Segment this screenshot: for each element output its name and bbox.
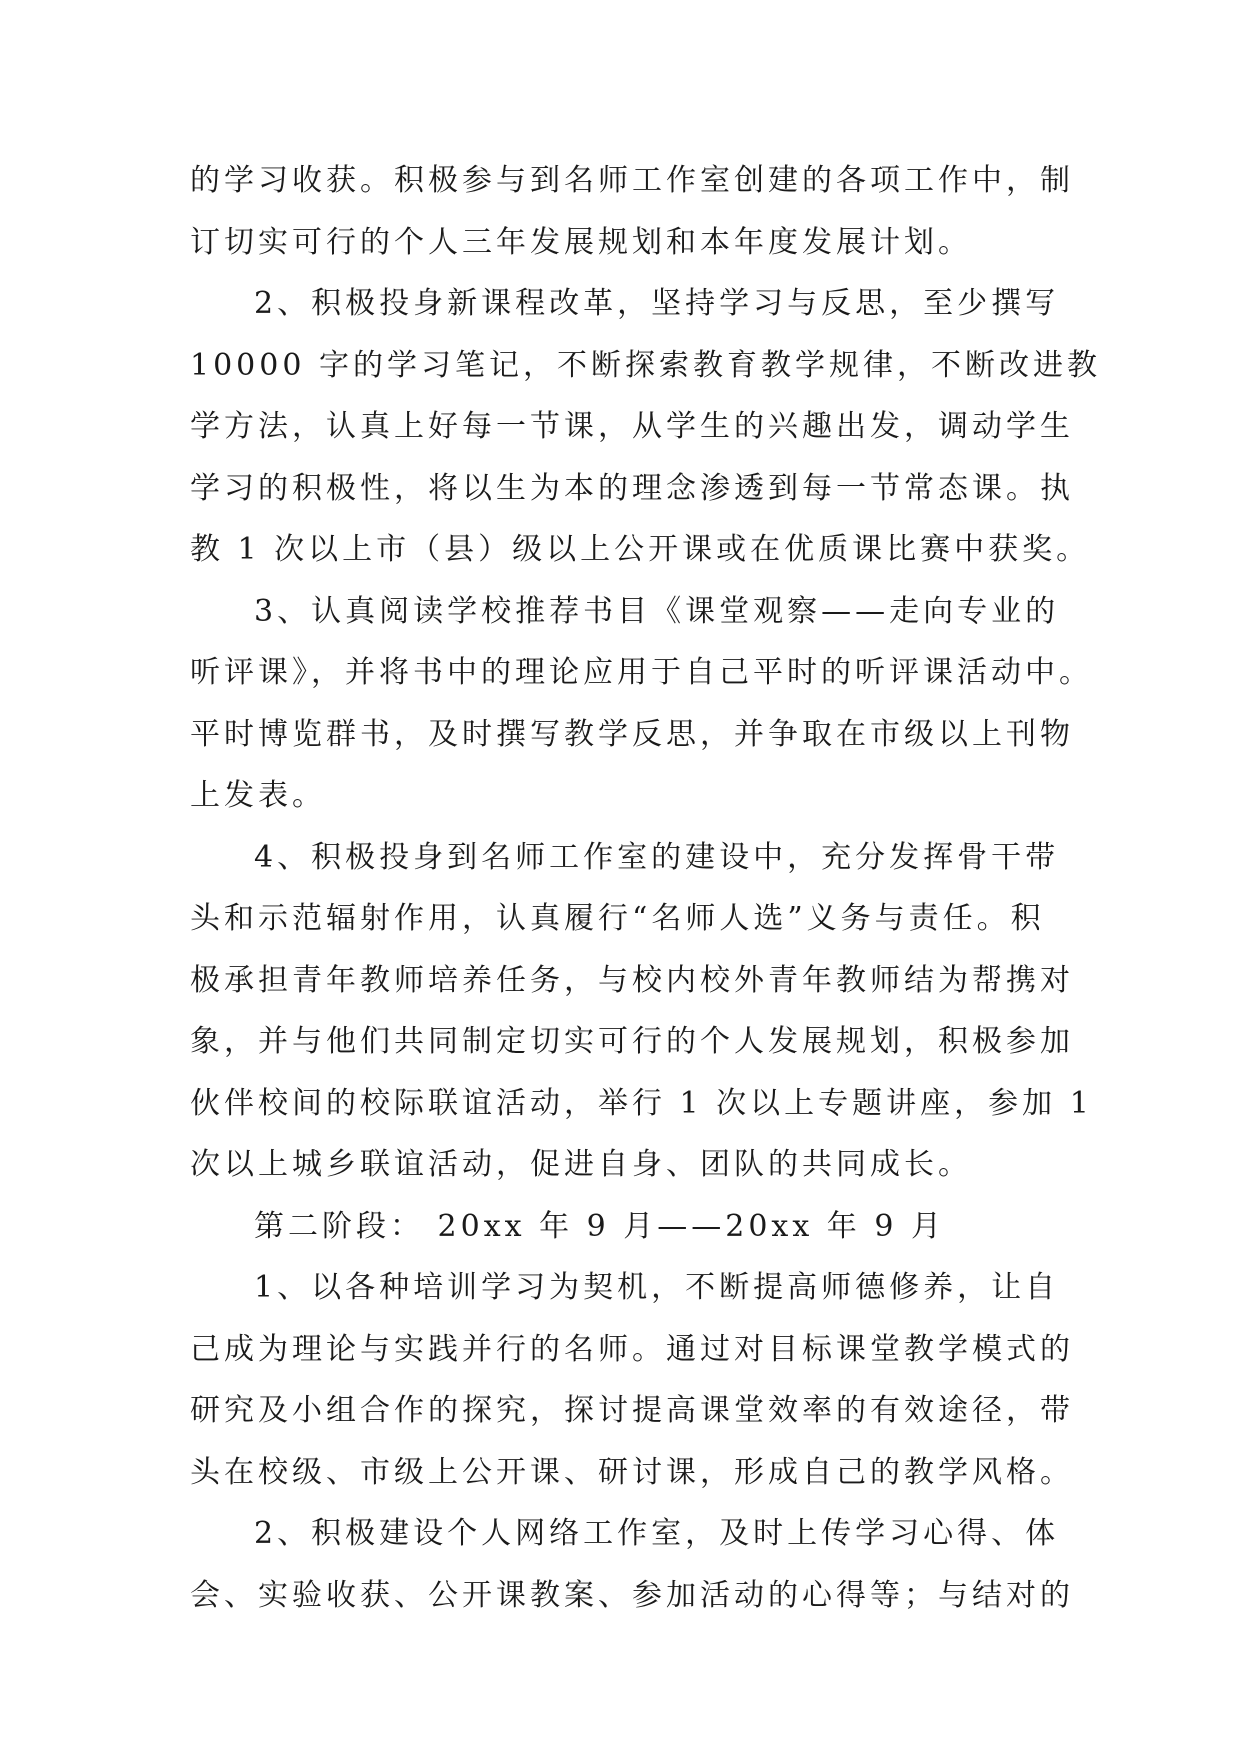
text-line: 上发表。 <box>190 778 326 813</box>
text-line: 象，并与他们共同制定切实可行的个人发展规划，积极参加 <box>190 1024 1074 1059</box>
paragraph-start-line: 1、以各种培训学习为契机，不断提高师德修养，让自 <box>254 1270 1060 1305</box>
section-heading: 第二阶段： 20xx 年 9 月——20xx 年 9 月 <box>254 1208 945 1244</box>
text-line: 平时博览群书，及时撰写教学反思，并争取在市级以上刊物 <box>190 716 1074 752</box>
text-line: 头在校级、市级上公开课、研讨课，形成自己的教学风格。 <box>190 1454 1074 1490</box>
text-line: 极承担青年教师培养任务，与校内校外青年教师结为帮携对 <box>190 962 1074 998</box>
text-line: 10000 字的学习笔记，不断探索教育教学规律，不断改进教 <box>190 347 1101 383</box>
text-line: 学习的积极性，将以生为本的理念渗透到每一节常态课。执 <box>190 470 1074 506</box>
text-line: 教 1 次以上市（县）级以上公开课或在优质课比赛中获奖。 <box>190 532 1091 567</box>
text-line: 己成为理论与实践并行的名师。通过对目标课堂教学模式的 <box>190 1331 1074 1367</box>
text-line: 次以上城乡联谊活动，促进自身、团队的共同成长。 <box>190 1147 972 1182</box>
text-line: 听评课》，并将书中的理论应用于自己平时的听评课活动中。 <box>190 655 1093 690</box>
paragraph-start-line: 2、积极建设个人网络工作室，及时上传学习心得、体 <box>254 1516 1060 1551</box>
text-line: 订切实可行的个人三年发展规划和本年度发展计划。 <box>190 224 972 260</box>
text-line: 会、实验收获、公开课教案、参加活动的心得等；与结对的 <box>190 1577 1074 1613</box>
text-line: 伙伴校间的校际联谊活动，举行 1 次以上专题讲座，参加 1 <box>190 1085 1093 1121</box>
text-line: 头和示范辐射作用，认真履行“名师人选”义务与责任。积 <box>190 901 1045 936</box>
text-line: 研究及小组合作的探究，探讨提高课堂效率的有效途径，带 <box>190 1393 1074 1428</box>
text-line: 学方法，认真上好每一节课，从学生的兴趣出发，调动学生 <box>190 409 1074 444</box>
text-line: 的学习收获。积极参与到名师工作室创建的各项工作中，制 <box>190 163 1074 198</box>
paragraph-start-line: 4、积极投身到名师工作室的建设中，充分发挥骨干带 <box>254 839 1060 875</box>
paragraph-start-line: 2、积极投身新课程改革，坚持学习与反思，至少撰写 <box>254 286 1060 321</box>
document-body <box>190 150 1101 1626</box>
paragraph-start-line: 3、认真阅读学校推荐书目《课堂观察——走向专业的 <box>254 593 1060 629</box>
